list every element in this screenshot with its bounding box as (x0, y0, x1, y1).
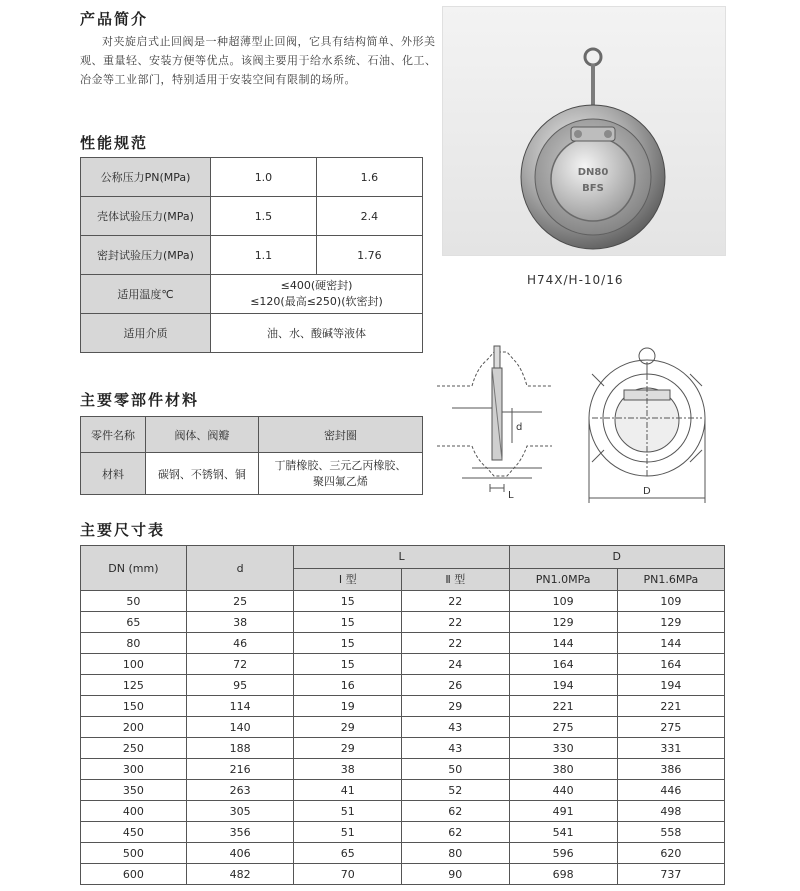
dim-cell-d1: 698 (509, 864, 617, 885)
spec-temp-line2: ≤120(最高≤250)(软密封) (250, 295, 383, 308)
spec-value-pn10: 1.0 (211, 158, 317, 197)
dim-cell-l2: 52 (402, 780, 510, 801)
dim-cell-d1: 380 (509, 759, 617, 780)
dim-cell-l1: 29 (294, 738, 402, 759)
materials-table (80, 416, 423, 495)
dim-head-L1: Ⅰ 型 (294, 568, 402, 591)
dim-cell-l1: 15 (294, 654, 402, 675)
dim-cell-l2: 50 (402, 759, 510, 780)
dim-cell-l1: 15 (294, 633, 402, 654)
dim-cell-d1: 164 (509, 654, 617, 675)
dim-head-D: D (509, 546, 724, 569)
dim-cell-d1: 194 (509, 675, 617, 696)
table-row (81, 654, 725, 675)
dim-cell-d: 263 (186, 780, 294, 801)
spec-label: 密封试验压力(MPa) (81, 236, 211, 275)
dim-cell-d: 406 (186, 843, 294, 864)
dim-cell-l2: 80 (402, 843, 510, 864)
dim-cell-d: 95 (186, 675, 294, 696)
dim-cell-d1: 541 (509, 822, 617, 843)
dim-cell-l1: 41 (294, 780, 402, 801)
dim-cell-d1: 129 (509, 612, 617, 633)
table-row (81, 759, 725, 780)
spec-value-pn16: 2.4 (316, 197, 422, 236)
dimensions-title: 主要尺寸表 (80, 521, 166, 539)
dim-cell-dn: 65 (81, 612, 187, 633)
dim-head-D1: PN1.0MPa (509, 568, 617, 591)
spec-medium-label: 适用介质 (81, 314, 211, 353)
materials-seal-line2: 聚四氟乙烯 (312, 474, 368, 488)
dim-cell-l2: 43 (402, 717, 510, 738)
dimensions-table (80, 545, 725, 885)
dim-cell-l1: 70 (294, 864, 402, 885)
dim-cell-d2: 221 (617, 696, 724, 717)
dim-cell-dn: 200 (81, 717, 187, 738)
table-row (81, 633, 725, 654)
dim-cell-l2: 22 (402, 633, 510, 654)
dim-cell-d1: 221 (509, 696, 617, 717)
spec-table (80, 157, 423, 353)
spec-row (81, 158, 423, 197)
dim-cell-d: 46 (186, 633, 294, 654)
dim-cell-dn: 80 (81, 633, 187, 654)
spec-label: 壳体试验压力(MPa) (81, 197, 211, 236)
dim-cell-d2: 109 (617, 591, 724, 612)
table-row (81, 675, 725, 696)
dim-cell-l1: 51 (294, 801, 402, 822)
dim-head-d: d (186, 546, 294, 591)
table-row (81, 591, 725, 612)
dim-cell-dn: 500 (81, 843, 187, 864)
dim-cell-d2: 164 (617, 654, 724, 675)
spec-row-temp (81, 275, 423, 314)
dim-cell-dn: 100 (81, 654, 187, 675)
dim-head-D2: PN1.6MPa (617, 568, 724, 591)
dim-cell-d: 188 (186, 738, 294, 759)
dim-cell-d: 38 (186, 612, 294, 633)
drawing-label-D: D (643, 486, 651, 497)
table-row (81, 612, 725, 633)
dim-cell-l2: 26 (402, 675, 510, 696)
materials-header-part: 零件名称 (81, 417, 146, 453)
dim-cell-d2: 144 (617, 633, 724, 654)
dim-cell-dn: 300 (81, 759, 187, 780)
dim-cell-d2: 386 (617, 759, 724, 780)
materials-seal-value (258, 453, 422, 495)
product-photo (442, 6, 726, 256)
spec-label: 公称压力PN(MPa) (81, 158, 211, 197)
table-row (81, 696, 725, 717)
dim-cell-d2: 737 (617, 864, 724, 885)
dim-cell-l2: 90 (402, 864, 510, 885)
intro-title: 产品简介 (80, 10, 149, 28)
dim-cell-l1: 19 (294, 696, 402, 717)
dim-cell-d2: 498 (617, 801, 724, 822)
technical-drawing (432, 338, 722, 508)
table-row (81, 780, 725, 801)
dim-cell-dn: 350 (81, 780, 187, 801)
dim-cell-d: 25 (186, 591, 294, 612)
spec-temp-value (211, 275, 423, 314)
spec-temp-line1: ≤400(硬密封) (280, 279, 353, 292)
dim-cell-l2: 62 (402, 822, 510, 843)
dim-cell-l2: 43 (402, 738, 510, 759)
dim-cell-dn: 50 (81, 591, 187, 612)
table-row (81, 864, 725, 885)
table-row (81, 822, 725, 843)
dim-cell-d: 305 (186, 801, 294, 822)
dim-cell-d: 356 (186, 822, 294, 843)
dim-cell-d2: 620 (617, 843, 724, 864)
materials-seal-line1: 丁腈橡胶、三元乙丙橡胶、 (274, 458, 407, 472)
dim-cell-d1: 440 (509, 780, 617, 801)
materials-header-row (81, 417, 423, 453)
dim-cell-d1: 275 (509, 717, 617, 738)
dim-cell-l2: 62 (402, 801, 510, 822)
dim-head-row-1 (81, 546, 725, 569)
spec-temp-label: 适用温度℃ (81, 275, 211, 314)
dim-cell-d: 482 (186, 864, 294, 885)
dim-cell-dn: 125 (81, 675, 187, 696)
dim-cell-l1: 29 (294, 717, 402, 738)
spec-row (81, 197, 423, 236)
plate-line1: DN80 (577, 167, 609, 178)
dim-cell-l2: 29 (402, 696, 510, 717)
dim-head-L: L (294, 546, 509, 569)
drawing-label-L: L (508, 490, 514, 501)
dim-cell-l1: 51 (294, 822, 402, 843)
dim-cell-l1: 38 (294, 759, 402, 780)
spec-value-pn10: 1.5 (211, 197, 317, 236)
spec-value-pn10: 1.1 (211, 236, 317, 275)
spec-title: 性能规范 (80, 134, 149, 152)
dim-cell-l1: 15 (294, 591, 402, 612)
dim-cell-l2: 22 (402, 612, 510, 633)
materials-header-seal: 密封圈 (258, 417, 422, 453)
dim-cell-l2: 24 (402, 654, 510, 675)
dim-cell-dn: 400 (81, 801, 187, 822)
dim-cell-d: 140 (186, 717, 294, 738)
dim-cell-d1: 330 (509, 738, 617, 759)
spec-row (81, 236, 423, 275)
dim-cell-l1: 15 (294, 612, 402, 633)
plate-line2: BFS (582, 183, 604, 194)
materials-row-label: 材料 (81, 453, 146, 495)
dim-cell-d: 72 (186, 654, 294, 675)
dim-cell-l2: 22 (402, 591, 510, 612)
spec-row-medium (81, 314, 423, 353)
dim-cell-dn: 250 (81, 738, 187, 759)
table-row (81, 738, 725, 759)
dim-cell-d2: 331 (617, 738, 724, 759)
table-row (81, 717, 725, 738)
dim-cell-d: 216 (186, 759, 294, 780)
dim-head-dn: DN (mm) (81, 546, 187, 591)
dim-cell-d1: 144 (509, 633, 617, 654)
dim-cell-d1: 109 (509, 591, 617, 612)
intro-text: 对夹旋启式止回阀是一种超薄型止回阀，它具有结构简单、外形美观、重量轻、安装方便等优点。该阀主要用于给水系统、石油、化工、冶金等工业部门，特别适用于安装空间有限制的场所。 (80, 35, 437, 86)
dim-cell-d2: 558 (617, 822, 724, 843)
dim-cell-dn: 600 (81, 864, 187, 885)
check-valve-image (443, 7, 725, 255)
spec-value-pn16: 1.76 (316, 236, 422, 275)
product-caption: H74X/H-10/16 (527, 273, 624, 287)
table-row (81, 801, 725, 822)
spec-medium-value: 油、水、酸碱等液体 (211, 314, 423, 353)
dim-cell-l1: 16 (294, 675, 402, 696)
materials-body-value: 碳钢、不锈钢、铜 (146, 453, 259, 495)
drawing-label-d: d (516, 422, 523, 433)
dim-cell-d2: 194 (617, 675, 724, 696)
dim-cell-d2: 446 (617, 780, 724, 801)
table-row (81, 843, 725, 864)
materials-header-body: 阀体、阀瓣 (146, 417, 259, 453)
dim-cell-d2: 275 (617, 717, 724, 738)
dim-cell-d2: 129 (617, 612, 724, 633)
dim-cell-dn: 150 (81, 696, 187, 717)
spec-value-pn16: 1.6 (316, 158, 422, 197)
dim-cell-d: 114 (186, 696, 294, 717)
materials-title: 主要零部件材料 (80, 391, 200, 409)
dim-cell-l1: 65 (294, 843, 402, 864)
dim-cell-d1: 491 (509, 801, 617, 822)
materials-value-row (81, 453, 423, 495)
dim-cell-dn: 450 (81, 822, 187, 843)
dim-cell-d1: 596 (509, 843, 617, 864)
dim-head-L2: Ⅱ 型 (402, 568, 510, 591)
